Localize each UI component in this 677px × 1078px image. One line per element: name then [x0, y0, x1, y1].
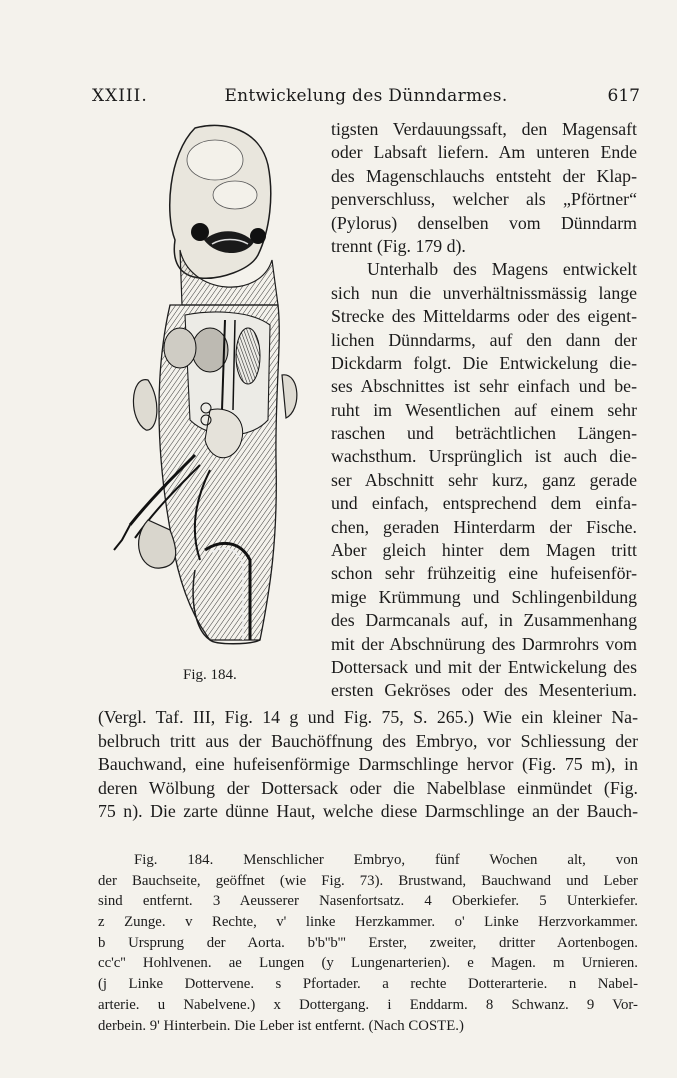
column-line: Unterhalb des Magens entwickelt — [367, 259, 637, 280]
column-line: Dickdarm folgt. Die Entwickelung die- — [331, 352, 637, 373]
column-line: tigsten Verdauungssaft, den Magensaft — [331, 119, 637, 139]
running-header — [92, 86, 640, 110]
column-line: oder Labsaft liefern. Am unteren Ende — [331, 142, 637, 163]
column-line: (Pylorus) denselben vom Dünndarm — [331, 212, 637, 233]
column-line: ersten Gekröses oder des Mesenterium. — [331, 680, 637, 701]
column-line: Dottersack und mit der Entwickelung des — [331, 656, 637, 677]
figure-label: Fig. 184. — [183, 667, 237, 683]
column-line: und einfach, entsprechend dem einfa- — [331, 493, 637, 514]
caption-line: z Zunge. v Rechte, v' linke Herzkammer. o' Linke Herzvorkammer. — [98, 914, 638, 931]
caption-line: der Bauchseite, geöffnet (wie Fig. 73). Brustwand, Bauchwand und Leber — [98, 872, 638, 889]
figure-caption — [98, 850, 638, 1036]
column-line: chen, geraden Hinterdarm der Fische. — [331, 516, 637, 537]
column-line: Aber gleich hinter dem Magen tritt — [331, 540, 637, 561]
column-line: wachsthum. Ursprünglich ist auch die- — [331, 446, 637, 467]
page-number: 617 — [607, 86, 640, 106]
column-line: lichen Dünndarms, auf den dann der — [331, 329, 637, 350]
embryo-illustration — [100, 120, 325, 675]
column-text — [331, 118, 637, 703]
full-line: deren Wölbung der Dottersack oder die Nabelblase einmündet (Fig. — [98, 777, 638, 798]
column-line: des Magenschlauchs entsteht der Klap- — [331, 165, 637, 186]
caption-line: Fig. 184. Menschlicher Embryo, fünf Wochen alt, von — [134, 852, 638, 868]
full-line: 75 n). Die zarte dünne Haut, welche diese Darmschlinge an der Bauch- — [98, 801, 638, 822]
full-line: (Vergl. Taf. III, Fig. 14 g und Fig. 75, S. 265.) Wie ein kleiner Na- — [98, 707, 638, 727]
column-line: ser Abschnitt sehr kurz, ganz gerade — [331, 469, 637, 490]
column-line: mit der Abschnürung des Darmrohrs vom — [331, 633, 637, 654]
column-line: ses Abschnittes ist sehr einfach und be- — [331, 376, 637, 397]
column-line: schon sehr frühzeitig eine hufeisenför- — [331, 563, 637, 584]
full-line: belbruch tritt aus der Bauchöffnung des Embryo, vor Schliessung der — [98, 730, 638, 751]
caption-line: sind entfernt. 3 Aeusserer Nasenfortsatz. 4 Oberkiefer. 5 Unterkiefer. — [98, 893, 638, 910]
column-line: trennt (Fig. 179 d). — [331, 235, 466, 256]
caption-line: (j Linke Dottervene. s Pfortader. a rechte Dotterarterie. n Nabel- — [98, 976, 638, 993]
column-line: des Darmcanals auf, in Zusammenhang — [331, 610, 637, 631]
column-line: mige Krümmung und Schlingenbildung — [331, 586, 637, 607]
full-width-text — [98, 706, 638, 824]
caption-line: arterie. u Nabelvene.) x Dottergang. i Enddarm. 8 Schwanz. 9 Vor- — [98, 996, 638, 1013]
running-title: Entwickelung des Dünndarmes. — [224, 86, 508, 106]
column-line: ruht im Wesentlichen auf einem sehr — [331, 399, 637, 420]
caption-line: b Ursprung der Aorta. b'b''b''' Erster, zweiter, dritter Aortenbogen. — [98, 934, 638, 951]
full-line: Bauchwand, eine hufeisenförmige Darmschlinge hervor (Fig. 75 m), in — [98, 754, 638, 775]
chapter-number: XXIII. — [92, 86, 148, 106]
column-line: penverschluss, welcher als „Pförtner“ — [331, 189, 637, 210]
caption-line: derbein. 9' Hinterbein. Die Leber ist entfernt. (Nach COSTE.) — [98, 1017, 464, 1034]
column-line: sich nun die unverhältnissmässig lange — [331, 282, 637, 303]
column-line: raschen und beträchtlichen Längen- — [331, 423, 637, 444]
caption-line: cc'c'' Hohlvenen. ae Lungen (y Lungenarterien). e Magen. m Urnieren. — [98, 955, 638, 972]
column-line: Strecke des Mitteldarms oder des eigent- — [331, 306, 637, 327]
